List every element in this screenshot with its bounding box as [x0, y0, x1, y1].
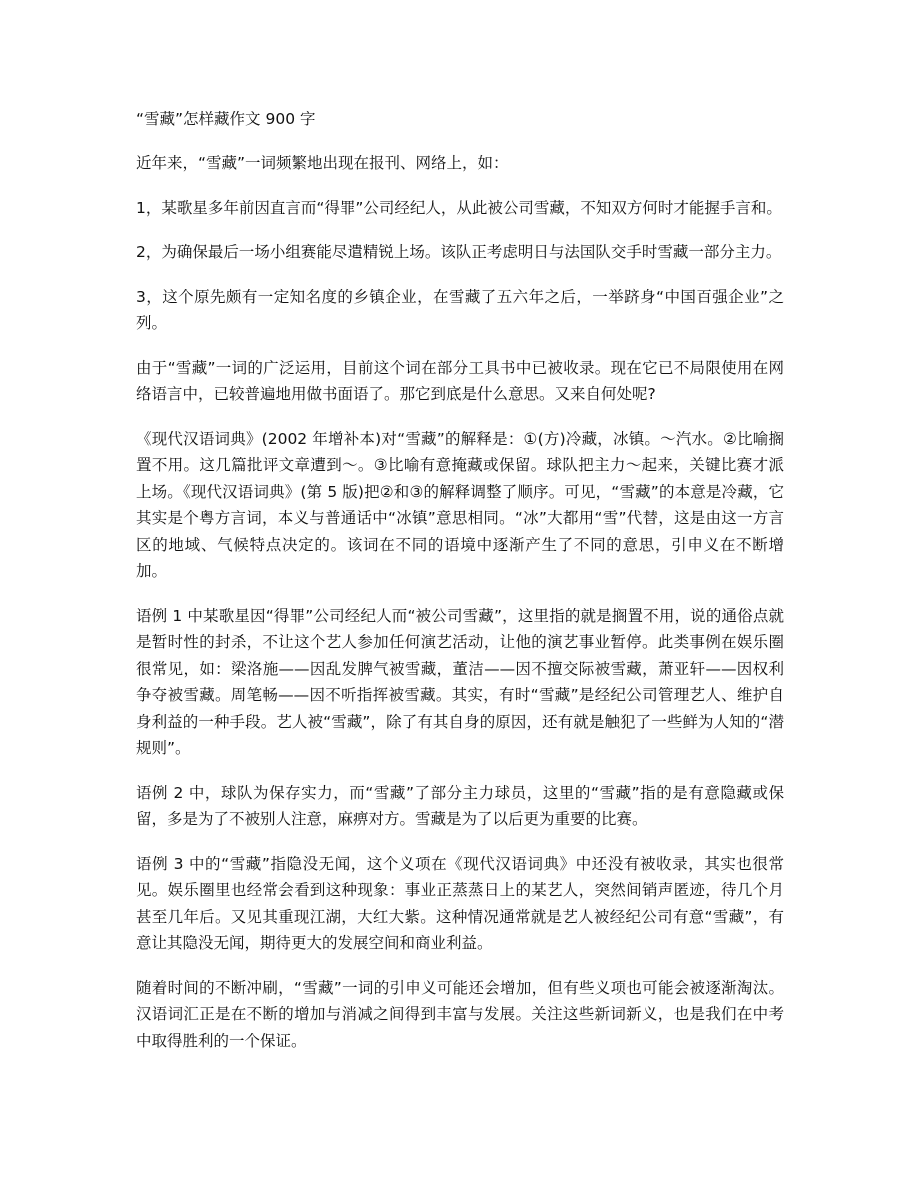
paragraph-example-3: 3，这个原先颇有一定知名度的乡镇企业，在雪藏了五六年之后，一举跻身“中国百强企业”之列。: [136, 287, 784, 332]
paragraph-intro: 近年来，“雪藏”一词频繁地出现在报刊、网络上，如：: [136, 154, 509, 172]
paragraph-analysis-example-2: 语例 2 中，球队为保存实力，而“雪藏”了部分主力球员，这里的“雪藏”指的是有意隐藏或保留，多是为了不被别人注意，麻痹对方。雪藏是为了以后更为重要的比赛。: [136, 783, 784, 828]
paragraph-example-1: 1，某歌星多年前因直言而“得罪”公司经纪人，从此被公司雪藏，不知双方何时才能握手言和。: [136, 198, 782, 217]
paragraph-example-2: 2，为确保最后一场小组赛能尽遣精锐上场。该队正考虑明日与法国队交手时雪藏一部分主力。: [136, 243, 782, 261]
paragraph-conclusion: 随着时间的不断冲刷，“雪藏”一词的引申义可能还会增加，但有些义项也可能会被逐渐淘汰。汉语词汇正是在不断的增加与消减之间得到丰富与发展。关注这些新词新义，也是我们在中考中取得胜利的一个保证。: [136, 978, 784, 1050]
document-page: [136, 106, 784, 1072]
paragraph-analysis-example-3: 语例 3 中的“雪藏”指隐没无闻，这个义项在《现代汉语词典》中还没有被收录，其实也很常见。娱乐圈里也经常会看到这种现象：事业正蒸蒸日上的某艺人，突然间销声匿迹，待几个月甚至几年后。又见其重现江湖，大红大紫。这种情况通常就是艺人被经纪公司有意“雪藏”，有意让其隐没无闻，期待更大的发展空间和商业利益。: [136, 854, 784, 952]
paragraph-dictionary-definition: 《现代汉语词典》(2002 年增补本)对“雪藏”的解释是：①(方)冷藏，冰镇。～汽水。②比喻搁置不用。这几篇批评文章遭到～。③比喻有意掩藏或保留。球队把主力～起来，关键比赛才派上场。《现代汉语词典》(第 5 版)把②和③的解释调整了顺序。可见，“雪藏”的本意是冷藏，它其实是个粤方言词，本义与普通话中“冰镇”意思相同。“冰”大都用“雪”代替，这是由这一方言区的地域、气候特点决定的。该词在不同的语境中逐渐产生了不同的意思，引申义在不断增加。: [136, 429, 784, 580]
document-title: “雪藏”怎样藏作文 900 字: [136, 110, 316, 128]
paragraph-analysis-example-1: 语例 1 中某歌星因“得罪”公司经纪人而“被公司雪藏”，这里指的就是搁置不用，说的通俗点就是暂时性的封杀，不让这个艺人参加任何演艺活动，让他的演艺事业暂停。此类事例在娱乐圈很常见，如：梁洛施——因乱发脾气被雪藏，董洁——因不擅交际被雪藏，萧亚轩——因权利争夺被雪藏。周笔畅——因不听指挥被雪藏。其实，有时“雪藏”是经纪公司管理艺人、维护自身利益的一种手段。艺人被“雪藏”，除了有其自身的原因，还有就是触犯了一些鲜为人知的“潜规则”。: [136, 606, 784, 757]
paragraph-question: 由于“雪藏”一词的广泛运用，目前这个词在部分工具书中已被收录。现在它已不局限使用在网络语言中，已较普遍地用做书面语了。那它到底是什么意思。又来自何处呢?: [136, 358, 784, 403]
